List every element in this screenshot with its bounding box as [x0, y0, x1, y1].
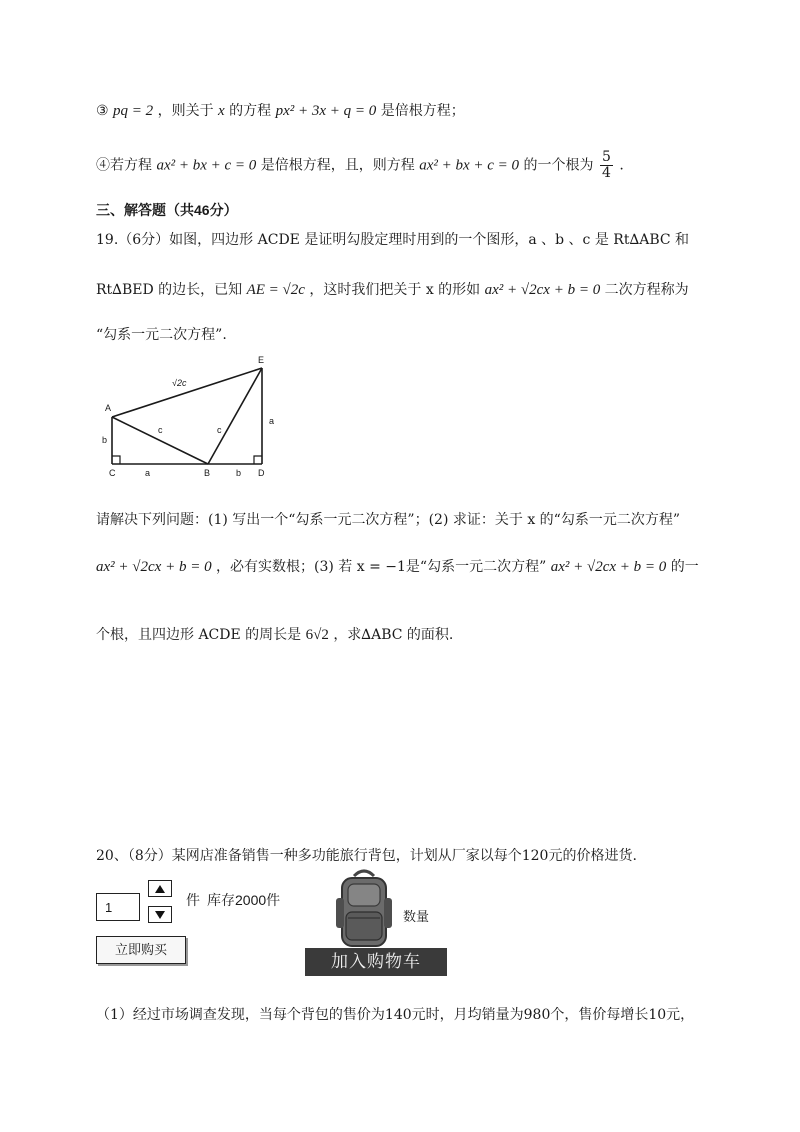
- q20-line1: 20、（8分）某网店准备销售一种多功能旅行背包，计划从厂家以每个120元的价格进货.: [96, 848, 637, 864]
- label-e: E: [258, 355, 265, 365]
- item-4-end: .: [619, 157, 624, 174]
- q19-task-eq1: ax² + √2cx + b = 0: [96, 559, 212, 575]
- item-3-text2: 的方程: [229, 103, 272, 119]
- q19-task-line2: [96, 556, 699, 576]
- label-d: D: [258, 468, 265, 478]
- item-4-text2: 的一个根为: [523, 157, 594, 174]
- item-3-line: [96, 100, 465, 120]
- quadrilateral-acde-figure: [90, 352, 290, 487]
- stock-label: 库存2000件: [207, 892, 281, 908]
- label-side-a-bottom: a: [145, 468, 151, 478]
- quantity-increase-button[interactable]: [148, 880, 172, 897]
- q19-task-text-a: ，必有实数根；(3) 若 x = −1是“勾系一元二次方程”: [216, 559, 547, 575]
- quantity-input[interactable]: 1: [96, 893, 140, 921]
- unit-label: 件: [186, 892, 200, 908]
- right-angle-d: [254, 456, 262, 464]
- q19-ae-expr: AE = √2c: [246, 282, 305, 298]
- section-3-title: 三、解答题（共46分）: [96, 202, 238, 218]
- label-side-b-bottom: b: [236, 468, 242, 478]
- item-3-condition: pq = 2: [113, 103, 154, 119]
- label-sqrt2c: √2c: [172, 378, 187, 388]
- q19-task-text-b: 的一: [670, 559, 699, 575]
- item-3-equation: px² + 3x + q = 0: [275, 103, 377, 119]
- item-4-eq1: ax² + bx + c = 0: [156, 157, 257, 174]
- right-angle-c: [112, 456, 120, 464]
- label-b: B: [204, 468, 211, 478]
- q19-line3: “勾系一元二次方程”.: [96, 327, 227, 343]
- triangle-up-icon: [154, 884, 166, 894]
- item-3-text1: ，则关于: [157, 103, 214, 119]
- quantity-label: 数量: [403, 909, 430, 924]
- q19-task-line1: 请解决下列问题：(1) 写出一个“勾系一元二次方程”；(2) 求证：关于 x 的“勾系一元二次方程”: [96, 512, 680, 528]
- q19-gougu-eq: ax² + √2cx + b = 0: [484, 282, 601, 298]
- q19-task3-a: 个根，且四边形 ACDE 的周长是: [96, 627, 302, 643]
- item-3-text3: 是倍根方程；: [380, 103, 465, 119]
- item-4-marker: ④若方程: [96, 157, 152, 174]
- q20-part1: （1）经过市场调查发现，当每个背包的售价为140元时，月均销量为980个，售价每增长10元，: [96, 1007, 695, 1023]
- buy-now-button[interactable]: 立即购买: [96, 936, 186, 964]
- label-a: A: [105, 403, 112, 413]
- item-4-eq2: ax² + bx + c = 0: [419, 157, 520, 174]
- item-4-line: [96, 150, 624, 181]
- q19-task-line3: [96, 624, 453, 644]
- item-3-marker: ③: [96, 103, 109, 119]
- label-side-b-left: b: [102, 435, 108, 445]
- item-4-text1: 是倍根方程，且，则方程: [260, 157, 415, 174]
- q19-line2-a: Rt∆BED 的边长，已知: [96, 282, 243, 298]
- label-side-c-be: c: [217, 425, 222, 435]
- q19-task3-b: ，求∆ABC 的面积.: [333, 627, 454, 643]
- label-side-a-right: a: [269, 416, 275, 426]
- q19-line2-c: 二次方程称为: [604, 282, 689, 298]
- fraction-denominator: 4: [601, 165, 611, 181]
- item-3-var: x: [218, 103, 225, 119]
- q19-task-eq2: ax² + √2cx + b = 0: [550, 559, 667, 575]
- fraction-numerator: 5: [601, 149, 611, 165]
- label-c: C: [109, 468, 116, 478]
- quantity-decrease-button[interactable]: [148, 906, 172, 923]
- add-to-cart-button[interactable]: 加入购物车: [305, 948, 447, 976]
- backpack-icon: [334, 868, 394, 950]
- triangle-down-icon: [154, 910, 166, 920]
- q19-line2: [96, 279, 689, 299]
- edge-ae: [112, 368, 262, 417]
- q19-line1: 19.（6分）如图，四边形 ACDE 是证明勾股定理时用到的一个图形，a 、b 、c 是 Rt∆ABC 和: [96, 232, 690, 248]
- q19-perimeter-value: 6√2: [305, 627, 329, 643]
- label-side-c-ab: c: [158, 425, 163, 435]
- q19-line2-b: ，这时我们把关于 x 的形如: [309, 282, 481, 298]
- item-4-fraction: [600, 150, 613, 181]
